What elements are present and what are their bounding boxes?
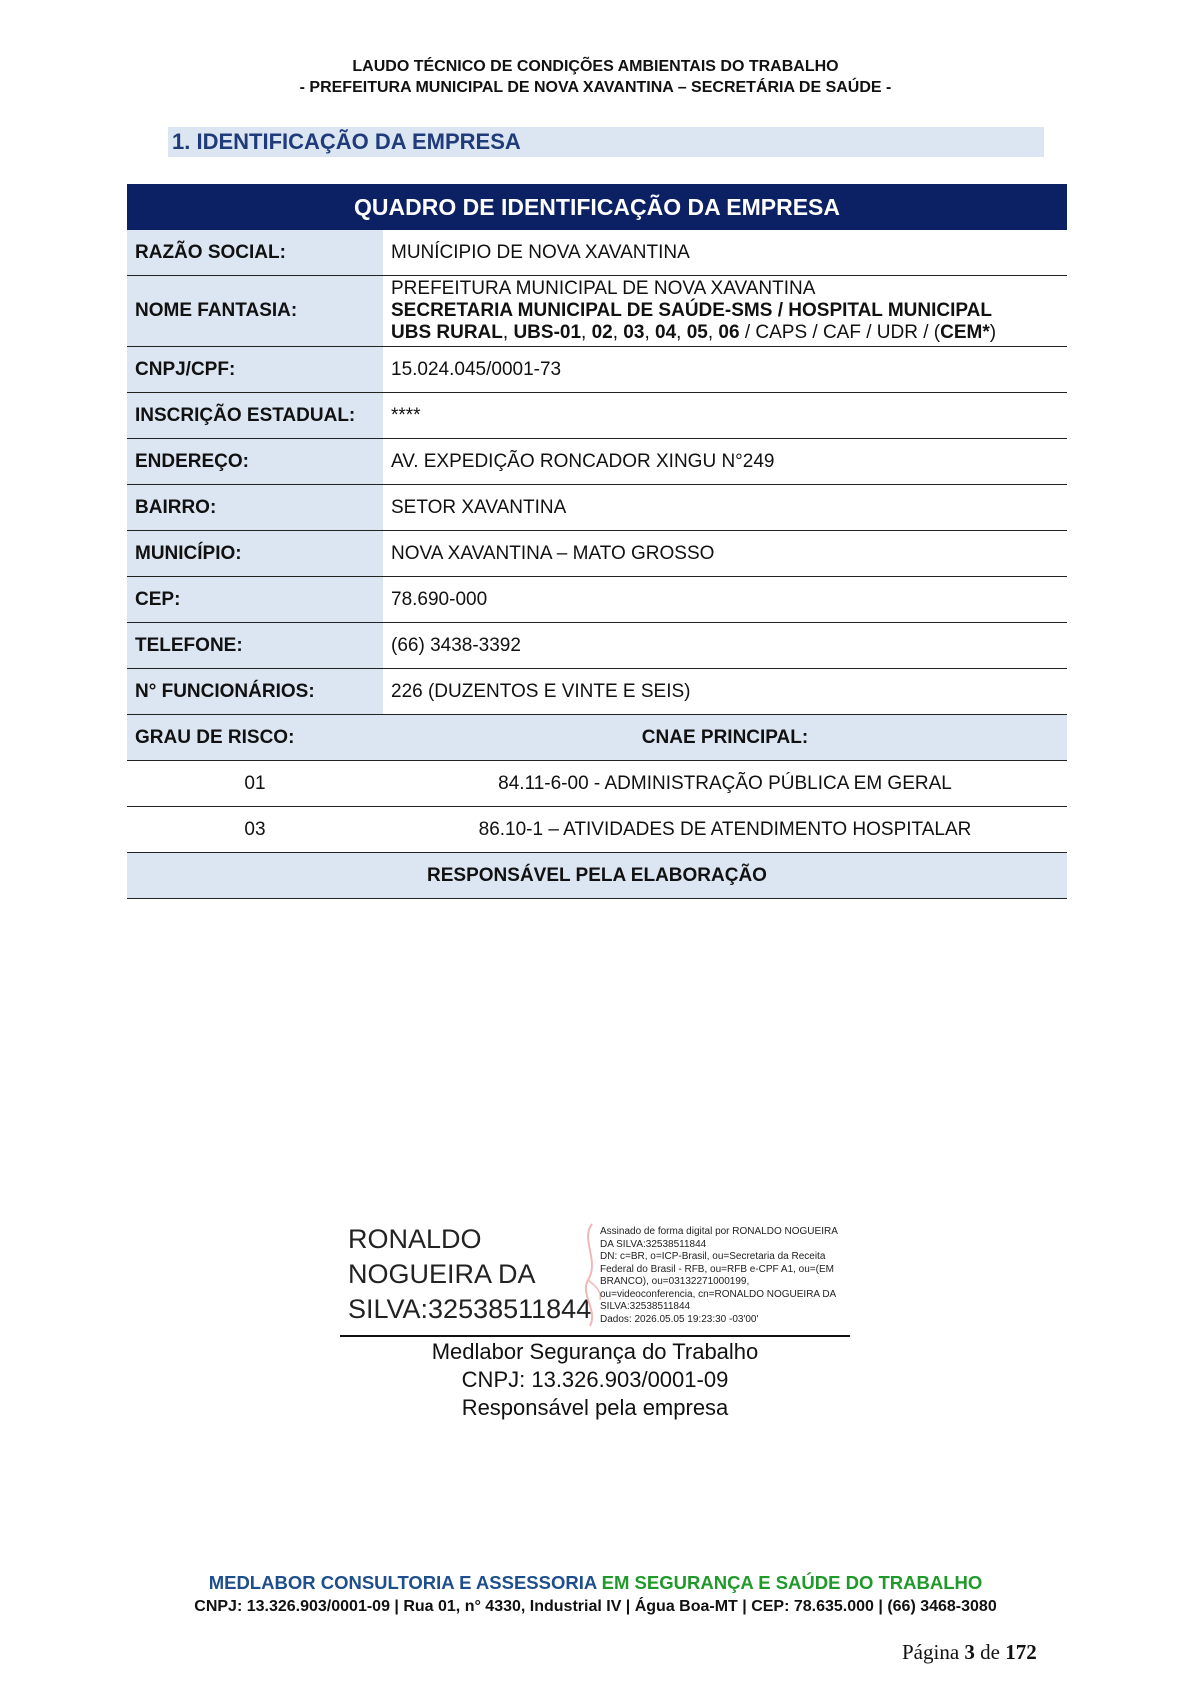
nome-fantasia-label: NOME FANTASIA: [127, 276, 383, 347]
telefone-value: (66) 3438-3392 [383, 623, 1067, 669]
signature-caption [340, 1338, 850, 1422]
fantasia-caps-caf-udr: / CAPS / CAF / UDR / ( [739, 322, 941, 343]
footer-company-line [0, 1572, 1191, 1594]
row-responsavel [127, 853, 1067, 899]
table-row [127, 761, 1067, 807]
signer-name-line-2: NOGUEIRA DA [348, 1259, 536, 1289]
responsavel-header: RESPONSÁVEL PELA ELABORAÇÃO [127, 853, 1067, 899]
row-telefone [127, 623, 1067, 669]
row-municipio [127, 531, 1067, 577]
signature-meta-line: DN: c=BR, o=ICP-Brasil, ou=Secretaria da Receita [600, 1251, 826, 1262]
page-number [902, 1640, 1037, 1665]
page-current: 3 [964, 1640, 975, 1664]
fantasia-06: 06 [718, 322, 740, 343]
fantasia-close-paren: ) [989, 322, 997, 343]
fantasia-sep: , [612, 322, 624, 343]
cnpj-value: 15.024.045/0001-73 [383, 347, 1067, 393]
nome-fantasia-value [383, 276, 1067, 347]
signature-line [340, 1335, 850, 1337]
signer-name [348, 1222, 591, 1327]
grau-risco-value: 01 [127, 761, 383, 807]
fantasia-04: 04 [655, 322, 677, 343]
funcionarios-label: N° FUNCIONÁRIOS: [127, 669, 383, 715]
grau-risco-header: GRAU DE RISCO: [127, 715, 383, 761]
row-funcionarios [127, 669, 1067, 715]
signature-metadata [600, 1226, 850, 1326]
bairro-label: BAIRRO: [127, 485, 383, 531]
fantasia-sep: , [581, 322, 592, 343]
municipio-value: NOVA XAVANTINA – MATO GROSSO [383, 531, 1067, 577]
signature-meta-line: BRANCO), ou=03132271000199, [600, 1276, 750, 1287]
table-title: QUADRO DE IDENTIFICAÇÃO DA EMPRESA [127, 184, 1067, 230]
row-inscricao-estadual [127, 393, 1067, 439]
fantasia-cem: CEM* [940, 322, 990, 343]
signature-role: Responsável pela empresa [461, 1395, 729, 1420]
razao-social-value: MUNÍCIPIO DE NOVA XAVANTINA [383, 230, 1067, 276]
inscricao-estadual-value: **** [383, 393, 1067, 439]
signer-name-line-1: RONALDO [348, 1224, 482, 1254]
row-grau-cnae-header [127, 715, 1067, 761]
fantasia-ubs-rural: UBS RURAL [391, 322, 503, 343]
signature-meta-line: SILVA:32538511844 [600, 1301, 691, 1312]
footer-contact-line: CNPJ: 13.326.903/0001-09 | Rua 01, n° 4330, Industrial IV | Água Boa-MT | CEP: 78.635.000 | (66) 3468-3080 [194, 1598, 997, 1615]
fantasia-02: 02 [591, 322, 613, 343]
header-line-2: - PREFEITURA MUNICIPAL DE NOVA XAVANTINA – SECRETÁRIA DE SAÚDE - [299, 79, 892, 96]
fantasia-05: 05 [686, 322, 708, 343]
row-bairro [127, 485, 1067, 531]
grau-risco-value: 03 [127, 807, 383, 853]
fantasia-03: 03 [623, 322, 645, 343]
nome-fantasia-line-1: PREFEITURA MUNICIPAL DE NOVA XAVANTINA [391, 278, 816, 299]
signature-meta-line: Assinado de forma digital por RONALDO NOGUEIRA [600, 1226, 838, 1237]
page-total: 172 [1005, 1640, 1037, 1664]
telefone-label: TELEFONE: [127, 623, 383, 669]
row-cep [127, 577, 1067, 623]
razao-social-label: RAZÃO SOCIAL: [127, 230, 383, 276]
cep-label: CEP: [127, 577, 383, 623]
signature-meta-line: ou=videoconferencia, cn=RONALDO NOGUEIRA DA [600, 1288, 837, 1300]
fantasia-ubs-01: UBS-01 [513, 322, 582, 343]
nome-fantasia-line-3 [391, 322, 1059, 344]
cnpj-label: CNPJ/CPF: [127, 347, 383, 393]
fantasia-sep: , [644, 322, 655, 343]
signer-name-line-3: SILVA:32538511844 [348, 1294, 592, 1324]
fantasia-sep: , [502, 322, 514, 343]
table-title-row [127, 184, 1067, 230]
cep-value: 78.690-000 [383, 577, 1067, 623]
footer-green-text: EM SEGURANÇA E SAÚDE DO TRABALHO [596, 1572, 983, 1593]
row-cnpj [127, 347, 1067, 393]
signature-meta-line: Dados: 2026.05.05 19:23:30 -03'00' [600, 1313, 759, 1325]
signature-company: Medlabor Segurança do Trabalho [431, 1339, 759, 1364]
municipio-label: MUNICÍPIO: [127, 531, 383, 577]
nome-fantasia-line-2: SECRETARIA MUNICIPAL DE SAÚDE-SMS / HOSPITAL MUNICIPAL [391, 300, 992, 321]
footer-blue-text: MEDLABOR CONSULTORIA E ASSESSORIA [208, 1572, 597, 1593]
cnae-value: 86.10-1 – ATIVIDADES DE ATENDIMENTO HOSPITALAR [383, 807, 1067, 853]
inscricao-estadual-label: INSCRIÇÃO ESTADUAL: [127, 393, 383, 439]
endereco-label: ENDEREÇO: [127, 439, 383, 485]
funcionarios-value: 226 (DUZENTOS E VINTE E SEIS) [383, 669, 1067, 715]
signature-meta-line: DA SILVA:32538511844 [600, 1238, 707, 1250]
document-header [0, 56, 1191, 98]
row-nome-fantasia [127, 276, 1067, 347]
cnae-principal-header: CNAE PRINCIPAL: [383, 715, 1067, 761]
fantasia-sep: , [676, 322, 687, 343]
row-endereco [127, 439, 1067, 485]
signature-meta-line: Federal do Brasil - RFB, ou=RFB e-CPF A1, ou=(EM [600, 1263, 834, 1275]
page-prefix: Página [902, 1640, 965, 1664]
table-row [127, 807, 1067, 853]
cnae-value: 84.11-6-00 - ADMINISTRAÇÃO PÚBLICA EM GERAL [383, 761, 1067, 807]
row-razao-social [127, 230, 1067, 276]
fantasia-sep: , [707, 322, 719, 343]
company-identification-table [127, 184, 1067, 899]
signature-cnpj: CNPJ: 13.326.903/0001-09 [461, 1367, 729, 1392]
page-mid: de [974, 1640, 1006, 1664]
header-line-1: LAUDO TÉCNICO DE CONDIÇÕES AMBIENTAIS DO TRABALHO [352, 58, 839, 75]
section-title: 1. IDENTIFICAÇÃO DA EMPRESA [168, 127, 1044, 157]
bairro-value: SETOR XAVANTINA [383, 485, 1067, 531]
endereco-value: AV. EXPEDIÇÃO RONCADOR XINGU N°249 [383, 439, 1067, 485]
